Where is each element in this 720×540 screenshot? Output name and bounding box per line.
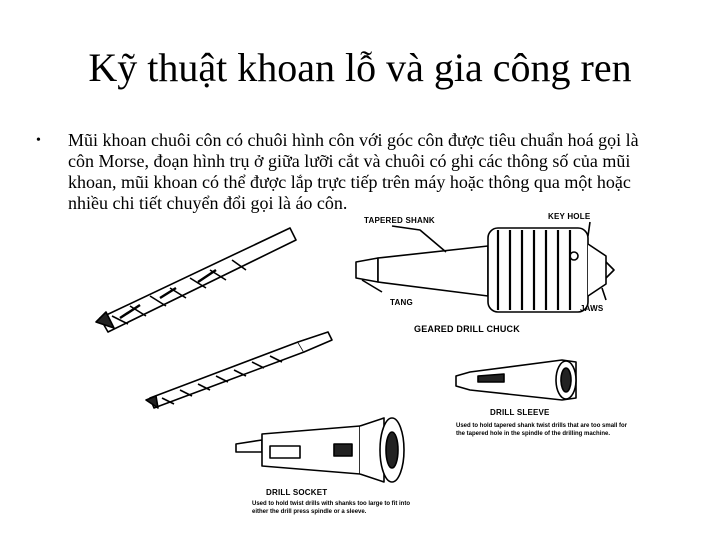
label-tapered-shank: TAPERED SHANK <box>364 216 435 225</box>
drill-socket-drawing <box>236 418 404 482</box>
twist-drill-drawing <box>96 228 296 332</box>
label-geared-drill-chuck: GEARED DRILL CHUCK <box>414 324 520 334</box>
slide-title: Kỹ thuật khoan lỗ và gia công ren <box>88 45 632 90</box>
label-jaws: JAWS <box>580 304 604 313</box>
label-drill-socket: DRILL SOCKET <box>266 488 328 497</box>
note-drill-socket: Used to hold twist drills with shanks too large to fit into either the drill press spindle or a sleeve. <box>252 501 411 515</box>
bullet-text: Mũi khoan chuôi côn có chuôi hình côn với góc côn được tiêu chuẩn hoá gọi là côn Morse, đoạn hình trụ ở giữa lưỡi cắt và chuôi có ghi các thông số của mũi khoan, mũi khoan có thể được lắp trực tiếp trên máy hoặc thông qua một hoặc nhiều chi tiết chuyển đổi gọi là áo côn. <box>68 130 639 213</box>
drill-sleeve-drawing <box>456 360 576 400</box>
label-tang: TANG <box>390 298 413 307</box>
label-key-hole: KEY HOLE <box>548 212 591 221</box>
taper-shank-drill-drawing <box>146 332 332 408</box>
label-drill-sleeve: DRILL SLEEVE <box>490 408 550 417</box>
note-drill-sleeve: Used to hold tapered shank twist drills that are too small for the tapered hole in the spindle of the drilling machine. <box>456 423 628 437</box>
bullet-marker: • <box>36 133 41 148</box>
